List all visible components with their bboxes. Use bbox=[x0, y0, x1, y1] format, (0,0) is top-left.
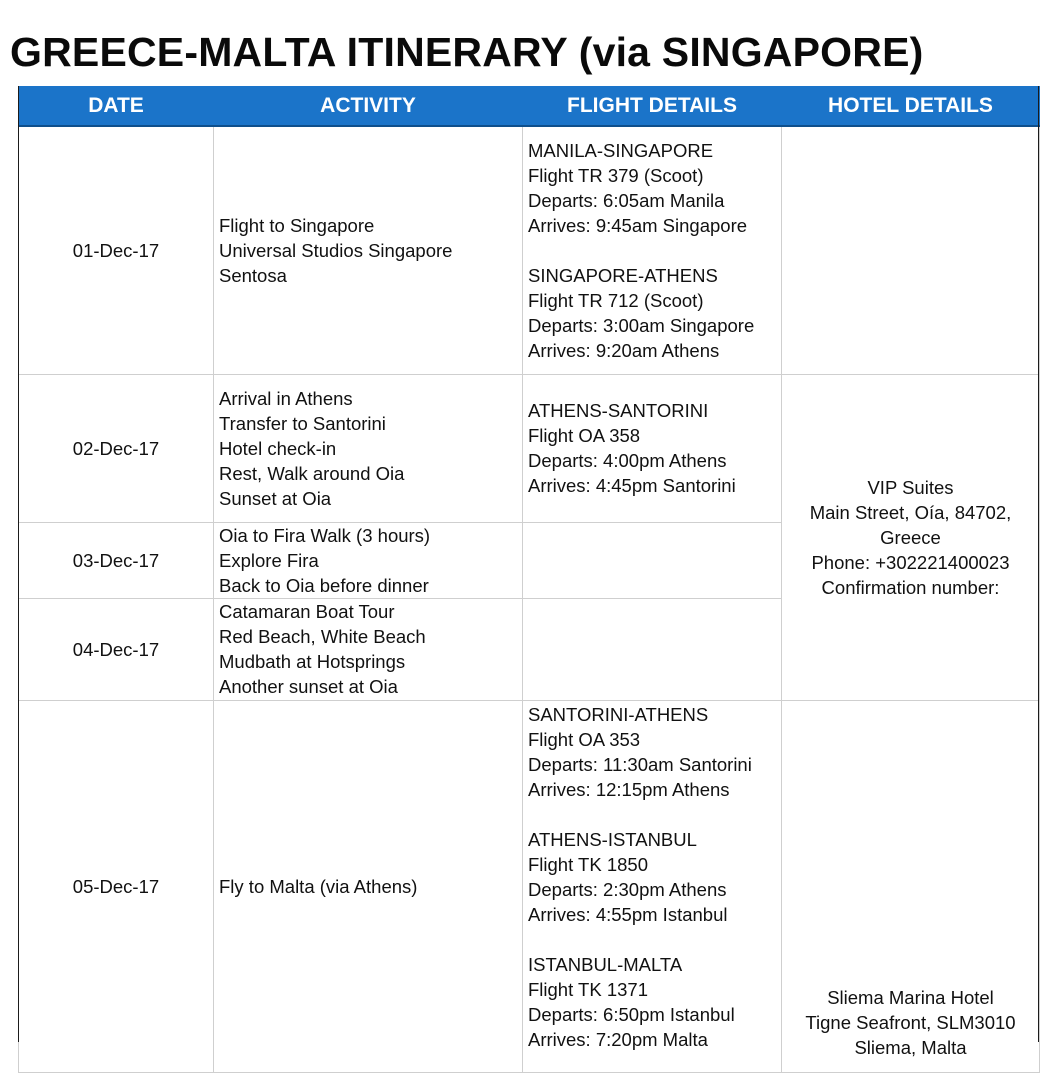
flight-departs: Departs: 6:05am Manila bbox=[528, 189, 725, 211]
flight-route: ISTANBUL-MALTA bbox=[528, 953, 683, 975]
flight-details-cell bbox=[523, 522, 782, 598]
date-cell: 03-Dec-17 bbox=[19, 522, 214, 598]
spacer bbox=[528, 927, 781, 952]
date-cell: 04-Dec-17 bbox=[19, 598, 214, 700]
hotel-address: Tigne Seafront, SLM3010 bbox=[805, 1011, 1016, 1033]
flight-departs: Departs: 11:30am Santorini bbox=[528, 753, 752, 775]
table-right-border bbox=[1038, 86, 1039, 1042]
hotel-city: Sliema, Malta bbox=[854, 1036, 967, 1058]
table-row bbox=[19, 374, 1040, 522]
activity-cell bbox=[214, 598, 523, 700]
flight-details-cell bbox=[523, 598, 782, 700]
table-row bbox=[19, 700, 1040, 1072]
itinerary-table bbox=[18, 86, 1040, 1073]
hotel-details-cell bbox=[782, 700, 1040, 1072]
flight-departs: Departs: 6:50pm Istanbul bbox=[528, 1003, 735, 1025]
flight-number: Flight OA 358 bbox=[528, 425, 641, 446]
hotel-details-cell bbox=[782, 374, 1040, 700]
flight-departs: Departs: 3:00am Singapore bbox=[528, 314, 755, 336]
date-cell: 02-Dec-17 bbox=[19, 374, 214, 522]
activity-line: Universal Studios Singapore bbox=[219, 239, 453, 261]
flight-arrives: Arrives: 4:45pm Santorini bbox=[528, 475, 736, 496]
flight-route: ATHENS-ISTANBUL bbox=[528, 828, 697, 850]
flight-number: Flight TR 379 (Scoot) bbox=[528, 164, 704, 186]
activity-line: Mudbath at Hotsprings bbox=[219, 651, 406, 672]
flight-number: Flight OA 353 bbox=[528, 728, 641, 750]
flight-route: SANTORINI-ATHENS bbox=[528, 703, 709, 725]
activity-line: Oia to Fira Walk (3 hours) bbox=[219, 524, 431, 546]
activity-line: Red Beach, White Beach bbox=[219, 626, 426, 647]
header-date: DATE bbox=[19, 87, 214, 127]
table-row bbox=[19, 126, 1040, 374]
flight-number: Flight TK 1850 bbox=[528, 853, 648, 875]
activity-cell bbox=[214, 126, 523, 374]
table-left-border bbox=[18, 86, 19, 1042]
activity-line: Flight to Singapore bbox=[219, 214, 375, 236]
activity-line: Hotel check-in bbox=[219, 437, 337, 459]
activity-line: Rest, Walk around Oia bbox=[219, 462, 405, 484]
date-cell: 05-Dec-17 bbox=[19, 700, 214, 1072]
activity-cell bbox=[214, 700, 523, 1072]
hotel-address: Main Street, Oía, 84702, bbox=[809, 501, 1012, 523]
hotel-block bbox=[784, 985, 1037, 1072]
flight-arrives: Arrives: 9:20am Athens bbox=[528, 339, 720, 361]
header-activity: ACTIVITY bbox=[214, 87, 523, 127]
activity-line: Another sunset at Oia bbox=[219, 676, 398, 697]
activity-line: Explore Fira bbox=[219, 549, 319, 571]
header-row bbox=[19, 87, 1040, 127]
activity-cell bbox=[214, 522, 523, 598]
header-hotel-details: HOTEL DETAILS bbox=[782, 87, 1040, 127]
page-title: GREECE-MALTA ITINERARY (via SINGAPORE) bbox=[10, 29, 924, 75]
flight-departs: Departs: 2:30pm Athens bbox=[528, 878, 727, 900]
hotel-name: VIP Suites bbox=[867, 476, 954, 498]
spacer bbox=[528, 802, 781, 827]
activity-line: Fly to Malta (via Athens) bbox=[219, 875, 418, 897]
flight-arrives: Arrives: 9:45am Singapore bbox=[528, 214, 748, 236]
flight-route: MANILA-SINGAPORE bbox=[528, 139, 714, 161]
activity-line: Sunset at Oia bbox=[219, 487, 332, 509]
flight-route: ATHENS-SANTORINI bbox=[528, 400, 709, 421]
flight-arrives: Arrives: 12:15pm Athens bbox=[528, 778, 730, 800]
flight-details-cell bbox=[523, 126, 782, 374]
hotel-name: Sliema Marina Hotel bbox=[827, 986, 994, 1008]
activity-line: Arrival in Athens bbox=[219, 387, 353, 409]
hotel-phone: Phone: +302221400023 bbox=[811, 551, 1010, 573]
flight-route: SINGAPORE-ATHENS bbox=[528, 264, 718, 286]
hotel-confirmation: Confirmation number: bbox=[821, 576, 1000, 598]
flight-number: Flight TK 1371 bbox=[528, 978, 648, 1000]
activity-line: Catamaran Boat Tour bbox=[219, 601, 395, 622]
flight-arrives: Arrives: 7:20pm Malta bbox=[528, 1028, 708, 1050]
flight-number: Flight TR 712 (Scoot) bbox=[528, 289, 704, 311]
activity-line: Back to Oia before dinner bbox=[219, 574, 429, 596]
date-cell: 01-Dec-17 bbox=[19, 126, 214, 374]
flight-departs: Departs: 4:00pm Athens bbox=[528, 450, 727, 471]
activity-cell bbox=[214, 374, 523, 522]
spacer bbox=[528, 238, 781, 263]
flight-details-cell bbox=[523, 374, 782, 522]
activity-line: Sentosa bbox=[219, 264, 287, 286]
hotel-details-cell bbox=[782, 126, 1040, 374]
flight-details-cell bbox=[523, 700, 782, 1072]
header-flight-details: FLIGHT DETAILS bbox=[523, 87, 782, 127]
flight-arrives: Arrives: 4:55pm Istanbul bbox=[528, 903, 728, 925]
hotel-country: Greece bbox=[880, 526, 941, 548]
activity-line: Transfer to Santorini bbox=[219, 412, 386, 434]
